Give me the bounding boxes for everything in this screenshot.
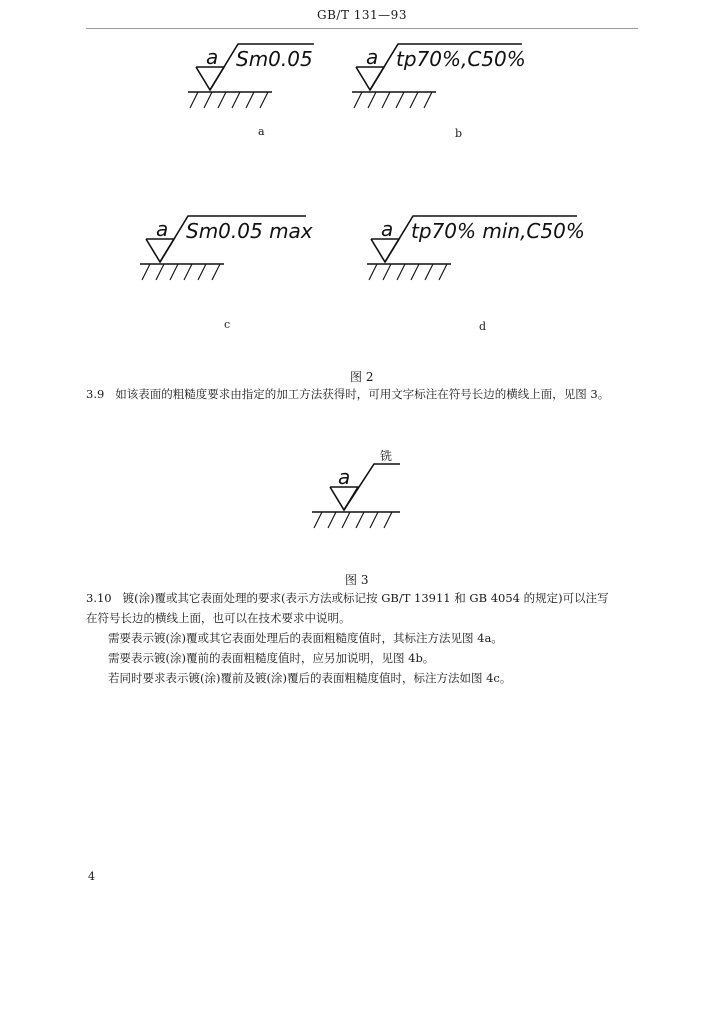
figure-3-caption: 图 3 xyxy=(345,573,369,587)
page-number: 4 xyxy=(88,870,95,883)
section-3-9 xyxy=(86,384,609,404)
section-3-10-number: 3.10 xyxy=(86,591,112,605)
section-3-10-line-4: 需要表示镀(涂)覆前的表面粗糙度值时，应另加说明，见图 4b。 xyxy=(108,651,435,665)
section-3-9-number: 3.9 xyxy=(86,387,105,401)
figure-2a-symbol xyxy=(186,40,326,120)
section-3-10-line-1-text: 镀(涂)覆或其它表面处理的要求(表示方法或标记按 GB/T 13911 和 GB 4054 的规定)可以注写 xyxy=(122,591,609,605)
section-3-10-line-1 xyxy=(86,588,609,608)
header-rule xyxy=(86,28,638,29)
figure-2c-symbol xyxy=(138,212,318,292)
figure-2b-annotation: tp70%,C50% xyxy=(396,47,526,71)
figure-2c-label: c xyxy=(224,318,231,331)
section-3-10-line-2: 在符号长边的横线上面，也可以在技术要求中说明。 xyxy=(86,611,351,625)
figure-2a-annotation: Sm0.05 xyxy=(236,47,313,71)
figure-2d-annotation: tp70% min,C50% xyxy=(411,219,585,243)
figure-3-symbol xyxy=(310,442,410,537)
figure-2d-symbol xyxy=(365,212,585,292)
section-3-10-line-5: 若同时要求表示镀(涂)覆前及镀(涂)覆后的表面粗糙度值时，标注方法如图 4c。 xyxy=(108,671,512,685)
figure-3-method: 铣 xyxy=(380,449,393,463)
figure-2a-label: a xyxy=(258,125,265,138)
figure-2a-roughness: a xyxy=(206,45,219,69)
figure-2d-roughness: a xyxy=(381,217,394,241)
page-header: GB/T 131—93 xyxy=(317,8,407,22)
figure-2b-label: b xyxy=(455,127,463,140)
figure-2d-label: d xyxy=(479,320,487,333)
figure-3-roughness: a xyxy=(338,465,351,489)
section-3-10-line-3: 需要表示镀(涂)覆或其它表面处理后的表面粗糙度值时，其标注方法见图 4a。 xyxy=(108,631,503,645)
figure-2b-roughness: a xyxy=(366,45,379,69)
section-3-9-text: 如该表面的粗糙度要求由指定的加工方法获得时，可用文字标注在符号长边的横线上面，见图 3。 xyxy=(115,387,610,401)
figure-2-caption: 图 2 xyxy=(350,370,374,384)
figure-2c-annotation: Sm0.05 max xyxy=(186,219,313,243)
figure-2b-symbol xyxy=(350,40,540,120)
figure-2c-roughness: a xyxy=(156,217,169,241)
